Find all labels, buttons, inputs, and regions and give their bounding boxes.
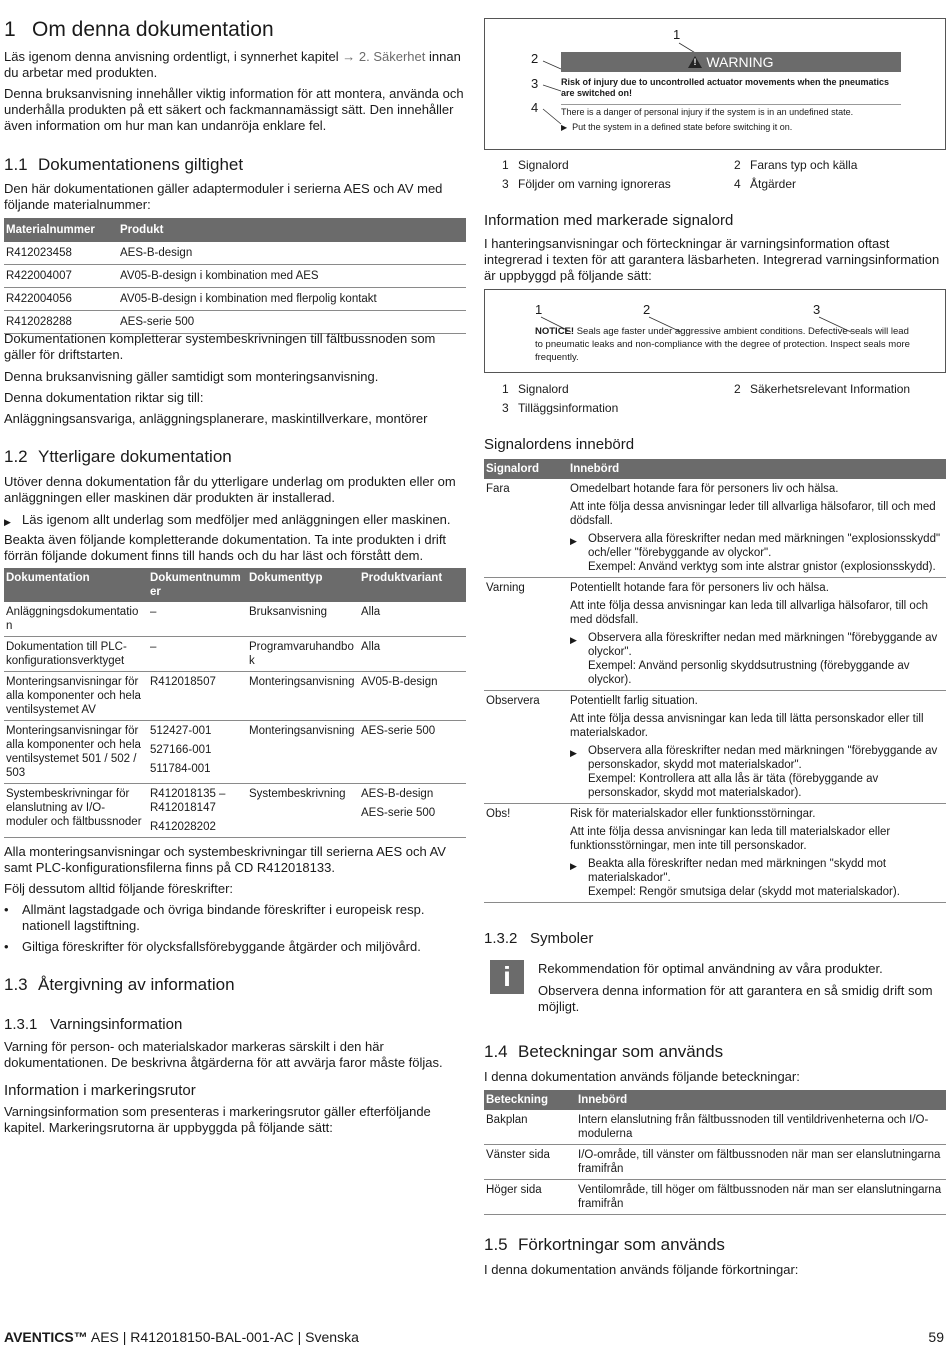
table-row: Obs! Risk för materialskador eller funktionsstörningar. Att inte följa dessa anvisningar kan leda till materialskador eller funktionsstörningar, men inte till personskador. ▶ Beakta alla föreskrifter nedan med märkningen "skydd mot materialskador". Exempel: Rengör smutsiga delar (skydd mot materialskador). bbox=[484, 804, 946, 903]
brand-name: AVENTICS™ bbox=[4, 1329, 88, 1345]
table-row: R412028288 AES-serie 500 bbox=[4, 311, 466, 334]
symbol-line-1: Rekommendation för optimal användning av våra produkter. bbox=[538, 961, 883, 976]
chapter-link[interactable]: 2. Säkerhet bbox=[358, 49, 426, 64]
section-1-2-para-2: Beakta även följande kompletterande dokumentation. Ta inte produkten i drift förrän följande dokument finns till hands och du har läst och förstått dem. bbox=[4, 532, 447, 563]
legend-item: 2 Farans typ och källa bbox=[734, 158, 858, 172]
box-info-heading: Information i markeringsrutor bbox=[4, 1082, 196, 1099]
signal-table-header: Signalord bbox=[484, 459, 568, 479]
section-1-1-para-2: Denna bruksanvisning gäller samtidigt som monteringsanvisning. bbox=[4, 369, 379, 384]
doc-table-header: Dokumentnumm er bbox=[148, 568, 247, 602]
warning-triangle-icon: ! bbox=[688, 56, 702, 68]
designations-table bbox=[484, 1090, 946, 1215]
table-row: Varning Potentiellt hotande fara för personers liv och hälsa. Att inte följa dessa anvisningar kan leda till allvarliga hälsofaror, till och med dödsfall. ▶ Observera alla föreskrifter nedan med märkningen "förebyggande av olyckor". Exempel: Använd personlig skyddsutrustning (förebyggande av olyckor). bbox=[484, 578, 946, 691]
table-row: Vänster sida I/O-område, till vänster om fältbussnoden när man ser elanslutningarna framifrån bbox=[484, 1145, 946, 1180]
signal-meaning-heading: Signalordens innebörd bbox=[484, 436, 635, 453]
material-table bbox=[4, 218, 466, 334]
section-1-1-heading: 1.1 Dokumentationens giltighet bbox=[4, 155, 244, 174]
legend-item: 1 Signalord bbox=[502, 158, 569, 172]
warning-divider bbox=[561, 104, 901, 105]
table-row: Systembeskrivningar för elanslutning av I/O-moduler och fältbussnoder R412018135 – R412018147 R412028202 Systembeskrivning AES-B-design AES-serie 500 bbox=[4, 784, 466, 838]
table-row: Monteringsanvisningar för alla komponenter och hela ventilsystemet 501 / 502 / 503 512427-001 527166-001 511784-001 Monteringsanvisning AES-serie 500 bbox=[4, 721, 466, 784]
callout-2: 2 bbox=[531, 51, 539, 66]
section-1-para-1: Läs igenom denna anvisning ordentligt, i synnerhet kapitel → 2. Säkerhet innan du arbetar med produkten. bbox=[4, 49, 461, 80]
warning-figure bbox=[484, 18, 946, 150]
notice-text: NOTICE! Seals age faster under aggressive ambient conditions. Defective seals will lead to pneumatic leaks and non-compliance with the degree of protection. Inspect seals more frequently. bbox=[535, 326, 910, 363]
section-1-5-heading: 1.5 Förkortningar som används bbox=[484, 1235, 725, 1254]
warning-line-1: Risk of injury due to uncontrolled actuator movements when the pneumatics are switched on! bbox=[561, 77, 890, 98]
section-1-2-heading: 1.2 Ytterligare dokumentation bbox=[4, 447, 232, 466]
notice-figure bbox=[484, 289, 946, 373]
callout-4: 4 bbox=[531, 100, 539, 115]
table-row: Monteringsanvisningar för alla komponenter och hela ventilsystemet AV R412018507 Monteringsanvisning AV05-B-design bbox=[4, 672, 466, 721]
table-row: R422004056 AV05-B-design i kombination med flerpolig kontakt bbox=[4, 288, 466, 311]
section-1-2-para-3: Alla monteringsanvisningar och systembeskrivningar till serierna AES och AV samt PLC-konfigurationsfilerna finns på CD R412018133. bbox=[4, 844, 446, 875]
callout-1: 1 bbox=[673, 27, 681, 42]
table-row: R422004007 AV05-B-design i kombination med AES bbox=[4, 265, 466, 288]
signal-info-para: I hanteringsanvisningar och förteckningar är varningsinformation oftast integrerad i texten för att garantera läsbarheten. Integrerad varningsinformation är uppbyggd på följande sätt: bbox=[484, 236, 940, 283]
section-1-para-2: Denna bruksanvisning innehåller viktig information för att montera, använda och underhålla produkten på ett säkert och fackmannamässigt sätt. Den innehåller även information om hur man kan undanröja enklare fel. bbox=[4, 86, 464, 133]
section-1-4-intro: I denna dokumentation används följande beteckningar: bbox=[484, 1069, 800, 1084]
signal-meaning-table bbox=[484, 459, 946, 903]
symbol-line-2: Observera denna information för att garantera en så smidig drift som möjligt. bbox=[538, 983, 933, 1014]
warning-header-bar: ! WARNING bbox=[561, 52, 901, 72]
callout-2: 2 bbox=[643, 302, 651, 317]
section-1-3-1-para: Varning för person- och materialskador markeras särskilt i den här dokumentationen. De beskrivna åtgärderna för att avvärja faror måste följas. bbox=[4, 1039, 443, 1070]
callout-3: 3 bbox=[531, 76, 539, 91]
regulation-item: • Giltiga föreskrifter för olycksfallsförebyggande åtgärder och miljövård. bbox=[4, 939, 462, 955]
page-number: 59 bbox=[928, 1329, 944, 1345]
doc-table-header: Dokumenttyp bbox=[247, 568, 359, 602]
callout-3: 3 bbox=[813, 302, 821, 317]
documentation-table bbox=[4, 568, 466, 838]
callout-1: 1 bbox=[535, 302, 543, 317]
table-row: Dokumentation till PLC-konfigurationsverktyget – Programvaruhandbo k Alla bbox=[4, 637, 466, 672]
section-1-2-para-1: Utöver denna dokumentation får du ytterligare underlag om produkten eller om anläggningen eller maskinen där produkten är installerad. bbox=[4, 474, 456, 505]
table-row: Fara Omedelbart hotande fara för personers liv och hälsa. Att inte följa dessa anvisningar leder till allvarliga hälsofaror, till och med dödsfall. ▶ Observera alla föreskrifter nedan med märkningen "explosionsskydd" och/eller "förebyggande av olyckor". Exempel: Använd verktyg som inte alstrar gnistor (explosionsskydd). bbox=[484, 479, 946, 578]
section-1-2-para-4: Följ dessutom alltid följande föreskrifter: bbox=[4, 881, 234, 896]
section-1-1-para-3: Denna dokumentation riktar sig till: bbox=[4, 390, 204, 405]
section-1-1-para-1: Dokumentationen kompletterar systembeskrivningen till fältbussnoden som gäller för driftstarten. bbox=[4, 331, 436, 362]
signal-table-header: Innebörd bbox=[568, 459, 946, 479]
section-1-1-intro: Den här dokumentationen gäller adaptermoduler i serierna AES och AV med följande materialnummer: bbox=[4, 181, 443, 212]
section-1-heading: 1 Om denna dokumentation bbox=[4, 18, 274, 41]
left-column bbox=[4, 0, 466, 1135]
section-1-5-intro: I denna dokumentation används följande förkortningar: bbox=[484, 1262, 799, 1277]
table-row: Bakplan Intern elanslutning från fältbussnoden till ventildrivenheterna och I/O-modulerna bbox=[484, 1110, 946, 1145]
material-table-header: Materialnummer bbox=[4, 218, 118, 242]
page-footer: AVENTICS™ AES | R412018150-BAL-001-AC | Svenska bbox=[4, 1329, 359, 1345]
section-1-2-bullet: ▶ Läs igenom allt underlag som medföljer med anläggningen eller maskinen. bbox=[4, 512, 464, 528]
warning-line-2: There is a danger of personal injury if the system is in an undefined state. bbox=[561, 107, 854, 117]
signal-info-heading: Information med markerade signalord bbox=[484, 212, 734, 229]
doc-table-header: Produktvariant bbox=[359, 568, 466, 602]
section-1-3-heading: 1.3 Återgivning av information bbox=[4, 975, 235, 994]
table-row: Höger sida Ventilområde, till höger om fältbussnoden när man ser elanslutningarna framifrån bbox=[484, 1180, 946, 1215]
table-row: Anläggningsdokumentatio n – Bruksanvisning Alla bbox=[4, 602, 466, 637]
legend-item: 3 Följder om varning ignoreras bbox=[502, 177, 671, 191]
section-1-1-para-4: Anläggningsansvariga, anläggningsplanerare, maskintillverkare, montörer bbox=[4, 411, 428, 426]
box-info-para: Varningsinformation som presenteras i markeringsrutor gäller efterföljande kapitel. Markeringsrutorna är uppbyggda på följande sätt: bbox=[4, 1104, 431, 1135]
section-1-3-1-heading: 1.3.1 Varningsinformation bbox=[4, 1016, 183, 1033]
legend-item: 4 Åtgärder bbox=[734, 177, 797, 191]
legend-item: 2 Säkerhetsrelevant Information bbox=[734, 382, 911, 396]
designations-table-header: Beteckning bbox=[484, 1090, 576, 1110]
regulation-item: • Allmänt lagstadgade och övriga bindande föreskrifter i europeisk resp. nationell lagstiftning. bbox=[4, 902, 462, 934]
legend-item: 1 Signalord bbox=[502, 382, 569, 396]
legend-item: 3 Tilläggsinformation bbox=[502, 401, 619, 415]
section-1-3-2-heading: 1.3.2 Symboler bbox=[484, 930, 594, 947]
designations-table-header: Innebörd bbox=[576, 1090, 946, 1110]
table-row: Observera Potentiellt farlig situation. Att inte följa dessa anvisningar kan leda till lätta personskador eller till materialskador. ▶ Observera alla föreskrifter nedan med märkningen "förebyggande av personskador, skydd mot materialskador". Exempel: Kontrollera att alla lås är täta (förebyggande av personskador, skydd mot materialskador). bbox=[484, 691, 946, 804]
doc-table-header: Dokumentation bbox=[4, 568, 148, 602]
warning-line-3: ▶ Put the system in a defined state before switching it on. bbox=[561, 122, 793, 132]
section-1-4-heading: 1.4 Beteckningar som används bbox=[484, 1042, 724, 1061]
material-table-header: Produkt bbox=[118, 218, 466, 242]
table-row: R412023458 AES-B-design bbox=[4, 242, 466, 265]
info-icon: i bbox=[490, 960, 524, 994]
